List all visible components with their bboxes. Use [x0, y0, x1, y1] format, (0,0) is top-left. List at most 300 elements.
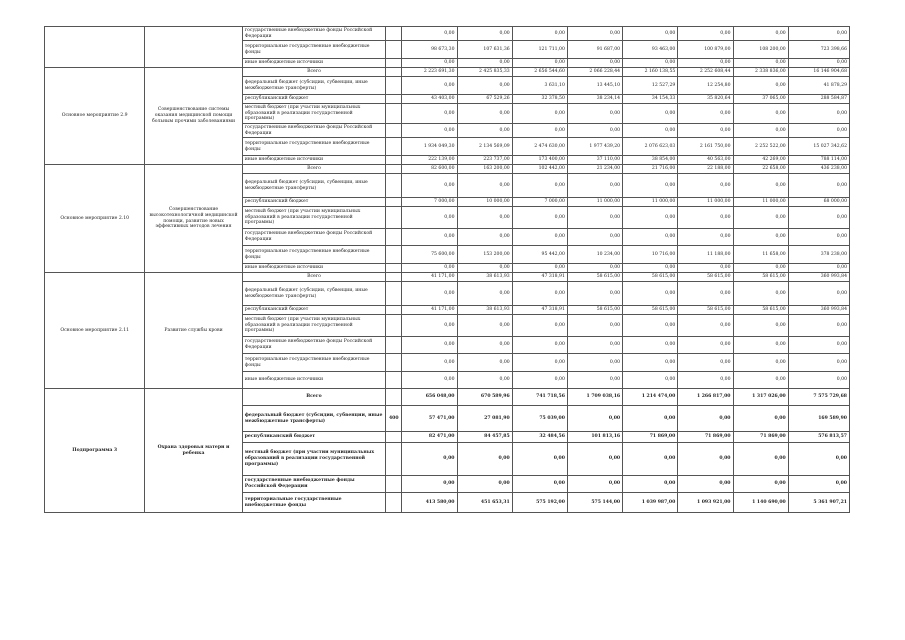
value-cell: 21 234,00	[567, 165, 622, 174]
funding-source-cell: местный бюджет (при участии муниципальных образований в реализации государственной программы)	[242, 443, 386, 476]
activity-goal-cell: Совершенствование системы оказания медицинской помощи больным прочими заболеваниями	[145, 68, 242, 165]
value-cell: 58 615,00	[567, 306, 622, 315]
value-cell: 58 615,00	[733, 273, 788, 282]
total-value-cell: 0,00	[788, 27, 849, 41]
value-cell: 0,00	[402, 354, 457, 372]
value-cell: 32 378,50	[512, 95, 567, 104]
funding-source-cell: республиканский бюджет	[242, 432, 386, 443]
value-cell: 1 317 026,00	[733, 389, 788, 406]
value-cell: 0,00	[567, 124, 622, 138]
funding-source-cell: местный бюджет (при участии муниципальных образований в реализации государственной программы)	[242, 315, 386, 337]
value-cell: 0,00	[512, 443, 567, 476]
activity-goal-cell	[145, 27, 242, 68]
funding-source-cell: государственные внебюджетные фонды Российской Федерации	[242, 476, 386, 493]
activity-goal-cell: Охрана здоровья матери и ребенка	[145, 389, 242, 513]
value-cell: 84 457,85	[457, 432, 512, 443]
code-cell	[386, 337, 402, 354]
value-cell: 95 442,00	[512, 246, 567, 264]
value-cell: 58 615,00	[733, 306, 788, 315]
code-cell	[386, 354, 402, 372]
value-cell: 12 254,80	[678, 77, 733, 95]
total-value-cell: 0,00	[788, 174, 849, 198]
total-value-cell: 7 575 729,68	[788, 389, 849, 406]
value-cell: 0,00	[733, 207, 788, 229]
value-cell: 0,00	[457, 229, 512, 246]
activity-name-cell: Основное мероприятие 2.11	[45, 273, 145, 389]
value-cell: 0,00	[402, 229, 457, 246]
value-cell: 0,00	[512, 229, 567, 246]
funding-source-cell: территориальные государственные внебюджетные фонды	[242, 354, 386, 372]
funding-source-cell: Всего	[242, 273, 386, 282]
total-value-cell: 0,00	[788, 337, 849, 354]
value-cell: 100 879,00	[678, 41, 733, 59]
value-cell: 0,00	[457, 476, 512, 493]
funding-source-cell: иные внебюджетные источники	[242, 372, 386, 389]
value-cell: 0,00	[402, 104, 457, 124]
value-cell: 0,00	[678, 174, 733, 198]
value-cell: 75 039,00	[512, 406, 567, 432]
code-cell	[386, 315, 402, 337]
value-cell: 0,00	[567, 282, 622, 306]
funding-source-cell: республиканский бюджет	[242, 306, 386, 315]
value-cell: 0,00	[733, 174, 788, 198]
value-cell: 656 048,00	[402, 389, 457, 406]
value-cell: 0,00	[402, 124, 457, 138]
total-value-cell: 0,00	[788, 372, 849, 389]
value-cell: 10 716,00	[623, 246, 678, 264]
value-cell: 0,00	[512, 27, 567, 41]
value-cell: 0,00	[567, 59, 622, 68]
value-cell: 0,00	[733, 372, 788, 389]
total-value-cell: 15 027 342,62	[788, 138, 849, 156]
value-cell: 0,00	[733, 27, 788, 41]
value-cell: 21 716,00	[623, 165, 678, 174]
value-cell: 58 615,00	[623, 273, 678, 282]
value-cell: 0,00	[567, 229, 622, 246]
funding-source-cell: территориальные государственные внебюджетные фонды	[242, 41, 386, 59]
value-cell: 0,00	[678, 104, 733, 124]
value-cell: 0,00	[512, 104, 567, 124]
value-cell: 0,00	[678, 406, 733, 432]
value-cell: 0,00	[678, 27, 733, 41]
value-cell: 32 484,56	[512, 432, 567, 443]
funding-source-cell: государственные внебюджетные фонды Российской Федерации	[242, 124, 386, 138]
value-cell: 2 252 608,44	[678, 68, 733, 77]
value-cell: 107 631,36	[457, 41, 512, 59]
value-cell: 0,00	[733, 315, 788, 337]
funding-source-cell: государственные внебюджетные фонды Российской Федерации	[242, 27, 386, 41]
value-cell: 82 600,00	[402, 165, 457, 174]
value-cell: 173 400,00	[512, 156, 567, 165]
code-cell	[386, 432, 402, 443]
total-value-cell: 0,00	[788, 354, 849, 372]
total-value-cell: 436 238,00	[788, 165, 849, 174]
code-cell	[386, 41, 402, 59]
value-cell: 67 529,26	[457, 95, 512, 104]
code-cell	[386, 306, 402, 315]
funding-source-cell: федеральный бюджет (субсидии, субвенции, иные межбюджетные трансферты)	[242, 406, 386, 432]
value-cell: 0,00	[733, 282, 788, 306]
funding-source-cell: Всего	[242, 389, 386, 406]
total-value-cell: 788 114,00	[788, 156, 849, 165]
value-cell: 102 442,00	[512, 165, 567, 174]
value-cell: 47 318,91	[512, 273, 567, 282]
value-cell: 0,00	[512, 207, 567, 229]
value-cell: 82 471,00	[402, 432, 457, 443]
code-cell	[386, 273, 402, 282]
value-cell: 58 615,00	[623, 306, 678, 315]
total-value-cell: 0,00	[788, 315, 849, 337]
value-cell: 2 076 623,03	[623, 138, 678, 156]
code-cell	[386, 27, 402, 41]
value-cell: 0,00	[678, 229, 733, 246]
value-cell: 0,00	[733, 354, 788, 372]
value-cell: 98 673,30	[402, 41, 457, 59]
total-value-cell: 360 993,84	[788, 273, 849, 282]
code-cell	[386, 124, 402, 138]
value-cell: 0,00	[733, 104, 788, 124]
value-cell: 0,00	[733, 229, 788, 246]
value-cell: 0,00	[733, 77, 788, 95]
funding-source-cell: федеральный бюджет (субсидии, субвенции, иные межбюджетные трансферты)	[242, 174, 386, 198]
value-cell: 2 656 544,60	[512, 68, 567, 77]
value-cell: 2 134 569,09	[457, 138, 512, 156]
total-value-cell: 0,00	[788, 229, 849, 246]
value-cell: 1 039 987,00	[623, 493, 678, 513]
table-row	[45, 27, 850, 41]
code-cell	[386, 389, 402, 406]
value-cell: 0,00	[457, 372, 512, 389]
value-cell: 34 154,33	[623, 95, 678, 104]
funding-source-cell: Всего	[242, 68, 386, 77]
funding-source-cell: местный бюджет (при участии муниципальных образований в реализации государственной программы)	[242, 207, 386, 229]
code-cell	[386, 372, 402, 389]
funding-source-cell: территориальные государственные внебюджетные фонды	[242, 138, 386, 156]
code-cell	[386, 476, 402, 493]
value-cell: 22 658,00	[733, 165, 788, 174]
value-cell: 42 269,00	[733, 156, 788, 165]
value-cell: 71 869,00	[623, 432, 678, 443]
funding-source-cell: федеральный бюджет (субсидии, субвенции, иные межбюджетные трансферты)	[242, 282, 386, 306]
code-cell	[386, 77, 402, 95]
value-cell: 0,00	[623, 174, 678, 198]
value-cell: 0,00	[457, 264, 512, 273]
value-cell: 7 000,00	[512, 198, 567, 207]
value-cell: 0,00	[512, 372, 567, 389]
value-cell: 0,00	[567, 315, 622, 337]
total-value-cell: 378 238,00	[788, 246, 849, 264]
value-cell: 11 000,00	[623, 198, 678, 207]
code-cell	[386, 156, 402, 165]
activity-name-cell: Основное мероприятие 2.9	[45, 68, 145, 165]
budget-table	[44, 26, 850, 513]
value-cell: 0,00	[733, 443, 788, 476]
value-cell: 0,00	[402, 372, 457, 389]
code-cell	[386, 229, 402, 246]
value-cell: 0,00	[402, 337, 457, 354]
value-cell: 37 065,00	[733, 95, 788, 104]
value-cell: 11 000,00	[678, 198, 733, 207]
activity-goal-cell: Совершенствование высокотехнологичной медицинской помощи, развитие новых эффективных методов лечения	[145, 165, 242, 273]
value-cell: 0,00	[567, 354, 622, 372]
funding-source-cell: государственные внебюджетные фонды Российской Федерации	[242, 337, 386, 354]
value-cell: 0,00	[678, 476, 733, 493]
value-cell: 0,00	[623, 59, 678, 68]
funding-source-cell: иные внебюджетные источники	[242, 156, 386, 165]
value-cell: 0,00	[457, 77, 512, 95]
code-cell	[386, 282, 402, 306]
value-cell: 2 160 138,55	[623, 68, 678, 77]
value-cell: 0,00	[512, 282, 567, 306]
value-cell: 0,00	[678, 207, 733, 229]
value-cell: 0,00	[678, 59, 733, 68]
total-value-cell: 68 000,00	[788, 198, 849, 207]
value-cell: 1 934 049,30	[402, 138, 457, 156]
value-cell: 0,00	[623, 476, 678, 493]
value-cell: 0,00	[623, 372, 678, 389]
total-value-cell: 0,00	[788, 59, 849, 68]
code-cell	[386, 104, 402, 124]
value-cell: 2 223 691,30	[402, 68, 457, 77]
value-cell: 40 563,00	[678, 156, 733, 165]
value-cell: 0,00	[678, 282, 733, 306]
value-cell: 13 445,10	[567, 77, 622, 95]
value-cell: 108 200,00	[733, 41, 788, 59]
total-value-cell: 169 589,90	[788, 406, 849, 432]
value-cell: 1 709 038,16	[567, 389, 622, 406]
value-cell: 58 615,00	[678, 306, 733, 315]
value-cell: 670 589,96	[457, 389, 512, 406]
value-cell: 71 869,00	[733, 432, 788, 443]
value-cell: 0,00	[512, 354, 567, 372]
table-row	[45, 165, 850, 174]
value-cell: 38 854,00	[623, 156, 678, 165]
value-cell: 0,00	[623, 124, 678, 138]
activity-name-cell	[45, 27, 145, 68]
value-cell: 1 140 690,00	[733, 493, 788, 513]
value-cell: 0,00	[678, 264, 733, 273]
value-cell: 0,00	[678, 124, 733, 138]
funding-source-cell: Всего	[242, 165, 386, 174]
value-cell: 451 653,31	[457, 493, 512, 513]
value-cell: 0,00	[402, 174, 457, 198]
value-cell: 413 580,00	[402, 493, 457, 513]
funding-source-cell: государственные внебюджетные фонды Российской Федерации	[242, 229, 386, 246]
value-cell: 0,00	[678, 315, 733, 337]
value-cell: 0,00	[567, 264, 622, 273]
value-cell: 12 527,29	[623, 77, 678, 95]
value-cell: 0,00	[567, 476, 622, 493]
value-cell: 38 613,93	[457, 306, 512, 315]
value-cell: 2 338 836,00	[733, 68, 788, 77]
value-cell: 38 613,93	[457, 273, 512, 282]
total-value-cell: 0,00	[788, 264, 849, 273]
total-value-cell: 0,00	[788, 124, 849, 138]
value-cell: 1 214 474,00	[623, 389, 678, 406]
value-cell: 2 161 750,00	[678, 138, 733, 156]
value-cell: 0,00	[623, 443, 678, 476]
value-cell: 0,00	[623, 337, 678, 354]
funding-source-cell: местный бюджет (при участии муниципальных образований в реализации государственной программы)	[242, 104, 386, 124]
activity-goal-cell: Развитие службы крови	[145, 273, 242, 389]
code-cell	[386, 207, 402, 229]
code-cell	[386, 198, 402, 207]
value-cell: 2 425 835,33	[457, 68, 512, 77]
value-cell: 0,00	[457, 315, 512, 337]
value-cell: 1 977 439,20	[567, 138, 622, 156]
value-cell: 0,00	[733, 124, 788, 138]
value-cell: 0,00	[512, 476, 567, 493]
value-cell: 0,00	[567, 372, 622, 389]
value-cell: 0,00	[733, 476, 788, 493]
value-cell: 0,00	[457, 124, 512, 138]
funding-source-cell: республиканский бюджет	[242, 95, 386, 104]
funding-source-cell: федеральный бюджет (субсидии, субвенции, иные межбюджетные трансферты)	[242, 77, 386, 95]
total-value-cell: 723 398,66	[788, 41, 849, 59]
value-cell: 0,00	[567, 207, 622, 229]
total-value-cell: 0,00	[788, 443, 849, 476]
value-cell: 0,00	[567, 406, 622, 432]
total-value-cell: 16 146 904,68	[788, 68, 849, 77]
value-cell: 91 687,00	[567, 41, 622, 59]
value-cell: 2 252 522,00	[733, 138, 788, 156]
value-cell: 22 188,00	[678, 165, 733, 174]
value-cell: 0,00	[623, 315, 678, 337]
value-cell: 741 718,56	[512, 389, 567, 406]
value-cell: 57 471,00	[402, 406, 457, 432]
code-cell	[386, 246, 402, 264]
code-cell	[386, 174, 402, 198]
value-cell: 2 066 228,44	[567, 68, 622, 77]
funding-source-cell: иные внебюджетные источники	[242, 59, 386, 68]
value-cell: 0,00	[623, 27, 678, 41]
code-cell: 400	[386, 406, 402, 432]
value-cell: 0,00	[457, 59, 512, 68]
value-cell: 0,00	[733, 337, 788, 354]
value-cell: 0,00	[567, 104, 622, 124]
total-value-cell: 288 584,87	[788, 95, 849, 104]
value-cell: 0,00	[512, 315, 567, 337]
value-cell: 3 631,10	[512, 77, 567, 95]
value-cell: 0,00	[512, 59, 567, 68]
budget-table-body	[45, 27, 850, 513]
value-cell: 0,00	[623, 406, 678, 432]
value-cell: 0,00	[733, 264, 788, 273]
value-cell: 58 615,00	[567, 273, 622, 282]
value-cell: 0,00	[402, 315, 457, 337]
value-cell: 11 000,00	[567, 198, 622, 207]
value-cell: 0,00	[567, 27, 622, 41]
value-cell: 0,00	[623, 264, 678, 273]
table-row	[45, 68, 850, 77]
value-cell: 0,00	[567, 337, 622, 354]
value-cell: 93 463,00	[623, 41, 678, 59]
funding-source-cell: территориальные государственные внебюджетные фонды	[242, 246, 386, 264]
total-value-cell: 576 813,57	[788, 432, 849, 443]
value-cell: 41 171,00	[402, 306, 457, 315]
value-cell: 121 711,00	[512, 41, 567, 59]
value-cell: 0,00	[678, 354, 733, 372]
funding-source-cell: территориальные государственные внебюджетные фонды	[242, 493, 386, 513]
total-value-cell: 0,00	[788, 207, 849, 229]
value-cell: 0,00	[402, 77, 457, 95]
value-cell: 10 000,00	[457, 198, 512, 207]
value-cell: 0,00	[678, 337, 733, 354]
value-cell: 37 110,00	[567, 156, 622, 165]
value-cell: 0,00	[733, 59, 788, 68]
value-cell: 0,00	[678, 443, 733, 476]
code-cell	[386, 138, 402, 156]
code-cell	[386, 493, 402, 513]
value-cell: 7 000,00	[402, 198, 457, 207]
value-cell: 0,00	[512, 264, 567, 273]
funding-source-cell: республиканский бюджет	[242, 198, 386, 207]
value-cell: 10 234,00	[567, 246, 622, 264]
total-value-cell: 5 361 907,21	[788, 493, 849, 513]
value-cell: 2 474 630,00	[512, 138, 567, 156]
value-cell: 38 234,14	[567, 95, 622, 104]
value-cell: 11 188,00	[678, 246, 733, 264]
value-cell: 58 615,00	[678, 273, 733, 282]
value-cell: 0,00	[733, 406, 788, 432]
value-cell: 0,00	[512, 124, 567, 138]
value-cell: 0,00	[402, 282, 457, 306]
total-value-cell: 0,00	[788, 104, 849, 124]
value-cell: 47 318,91	[512, 306, 567, 315]
activity-name-cell: Основное мероприятие 2.10	[45, 165, 145, 273]
value-cell: 0,00	[512, 174, 567, 198]
value-cell: 0,00	[457, 282, 512, 306]
total-value-cell: 0,00	[788, 282, 849, 306]
value-cell: 222 139,00	[402, 156, 457, 165]
value-cell: 1 266 817,00	[678, 389, 733, 406]
value-cell: 0,00	[457, 207, 512, 229]
funding-source-cell: иные внебюджетные источники	[242, 264, 386, 273]
value-cell: 163 200,00	[457, 165, 512, 174]
value-cell: 0,00	[512, 337, 567, 354]
value-cell: 75 600,00	[402, 246, 457, 264]
code-cell	[386, 264, 402, 273]
total-value-cell: 41 878,29	[788, 77, 849, 95]
value-cell: 0,00	[567, 443, 622, 476]
value-cell: 11 658,00	[733, 246, 788, 264]
value-cell: 0,00	[402, 27, 457, 41]
value-cell: 0,00	[402, 443, 457, 476]
value-cell: 27 081,90	[457, 406, 512, 432]
code-cell	[386, 95, 402, 104]
value-cell: 0,00	[567, 174, 622, 198]
code-cell	[386, 443, 402, 476]
value-cell: 0,00	[623, 207, 678, 229]
value-cell: 0,00	[457, 174, 512, 198]
value-cell: 0,00	[623, 104, 678, 124]
activity-name-cell: Подпрограмма 3	[45, 389, 145, 513]
table-row	[45, 389, 850, 406]
value-cell: 1 093 921,00	[678, 493, 733, 513]
value-cell: 101 813,16	[567, 432, 622, 443]
value-cell: 0,00	[402, 59, 457, 68]
value-cell: 575 144,00	[567, 493, 622, 513]
table-row	[45, 273, 850, 282]
value-cell: 41 171,00	[402, 273, 457, 282]
value-cell: 43 403,00	[402, 95, 457, 104]
value-cell: 0,00	[457, 443, 512, 476]
value-cell: 0,00	[402, 476, 457, 493]
value-cell: 0,00	[623, 282, 678, 306]
value-cell: 0,00	[402, 264, 457, 273]
value-cell: 153 200,00	[457, 246, 512, 264]
code-cell	[386, 68, 402, 77]
